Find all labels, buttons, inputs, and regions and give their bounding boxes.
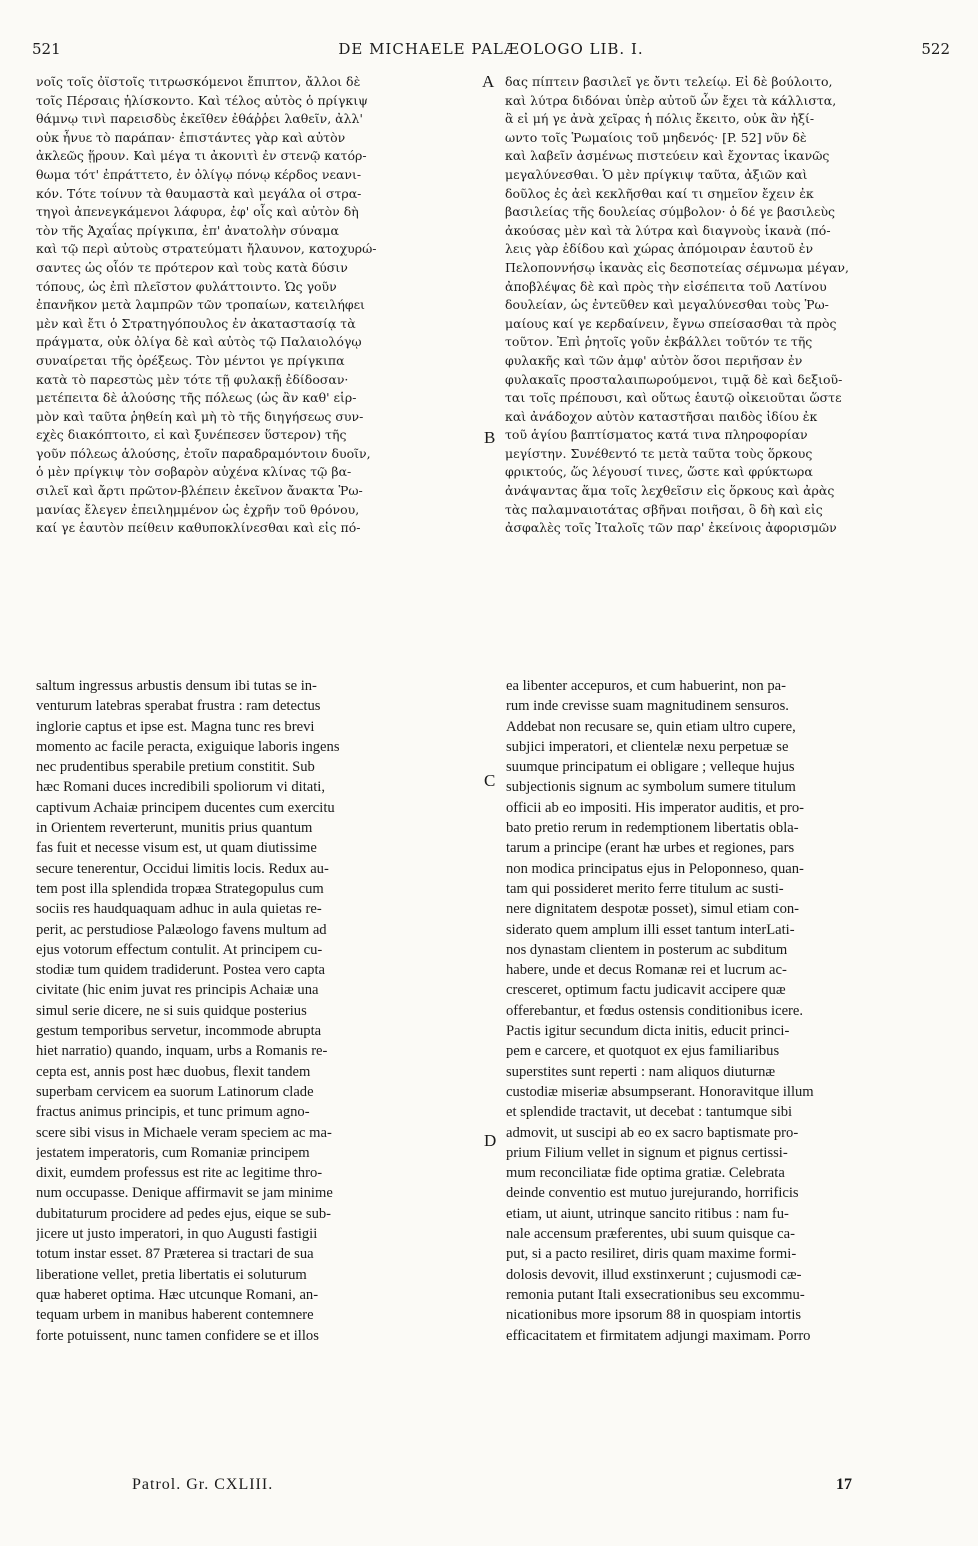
text-line: καὶ λύτρα διδόναι ὑπὲρ αὐτοῦ ὧν ἔχει τὰ κάλλιστα, [505,92,837,108]
text-line: totum instar esset. 87 Præterea si tractari de sua [36,1246,314,1263]
text-line: secure tenerentur, Occidui limitis locis. Redux au- [36,860,329,877]
text-line: stodiæ tum quidem tradiderunt. Postea vero capta [36,962,325,979]
text-line: etiam, ut aiunt, utrinque sancito ritibus : nam fu- [506,1205,789,1222]
text-line: ἀκλεῶς ᾕρουν. Καὶ μέγα τι ἀκονιτὶ ἐν στενῷ κατόρ- [36,148,367,164]
text-line: μετέπειτα δὲ ἁλούσης τῆς πόλεως (ὡς ἂν καθ' εἱρ- [36,390,357,406]
text-line: Addebat non recusare se, quin etiam ultro cupere, [506,718,796,735]
text-line: σιλεῖ καὶ ἄρτι πρῶτον-βλέπειν ἐκεῖνον ἄνακτα Ῥω- [36,483,363,499]
running-title: DE MICHAELE PALÆOLOGO LIB. I. [338,40,644,58]
greek-column-right [505,73,945,538]
text-line: τὸν τῆς Ἀχαΐας πρίγκιπα, ἐπ' ἀνατολὴν σύναμα [36,222,339,238]
text-line: κόν. Τότε τοίνυν τὰ θαυμαστὰ καὶ μεγάλα οἱ στρα- [36,185,362,201]
text-line: τόπους, ὡς ἐπὶ πλεῖστον φυλάττοιντο. Ὡς γοῦν [36,278,337,294]
text-line: οὐκ ἦνυε τὸ παράπαν· ἐπιστάντες γὰρ καὶ αὐτὸν [36,129,346,145]
text-line: ea libenter accepuros, et cum habuerint, non pa- [506,678,786,694]
text-line: tequam urbem in manibus haberent contemnere [36,1307,314,1324]
text-line: cresceret, optimum factu judicavit accipere quæ [506,982,786,999]
footer-signature: 17 [836,1476,852,1493]
text-line: tarum a principe (erant hæ urbes et regiones, pars [506,840,795,857]
text-line: ἐπανῆκον μετὰ λαμπρῶν τῶν τροπαίων, κατειλήφει [36,297,365,313]
text-line: hiet narratio) quando, inquam, urbs a Romanis re- [36,1043,328,1060]
text-line: ejus votorum effectum contulit. At principem cu- [36,941,323,958]
section-marker-b: B [484,428,496,447]
text-line: in Orientem reverterunt, munitis prius quantum [36,820,313,837]
text-line: non modica principatus ejus in Peloponneso, quan- [506,860,804,877]
text-line: νοῖς τοῖς ὀϊστοῖς τιτρωσκόμενοι ἔπιπτον, ἄλλοι δὲ [36,74,361,89]
text-line: scere sibi visus in Michaele veram speciem ac ma- [36,1124,332,1141]
text-line: nale accensum præferentes, ubi suum quisque ca- [506,1226,795,1243]
text-line: gestum temporibus servetur, incommode abrupta [36,1023,322,1040]
text-line: ται τοῖς πρέπουσι, καὶ οὕτως ἑαυτῷ οἰκειοῦται ὥστε [505,390,842,406]
text-line: habere, unde et decus Romanæ rei et lucrum ac- [506,962,787,979]
text-line: tam qui possideret merito ferre titulum ac susti- [506,880,784,897]
text-line: Πελοποννήσῳ ἱκανὰς εἰς δεσποτείας σέμνωμα μέγαν, [505,259,850,275]
text-line: subjectionis signum ac symbolum sumere titulum [506,779,796,796]
text-line: θάμνῳ τινὶ παρεισδὺς ἐκεῖθεν ἐθάῤῥει λαθεῖν, ἀλλ' [36,111,363,127]
text-line: ὁ μὲν πρίγκιψ τὸν σοβαρὸν αὐχένα κλίνας τῷ βα- [36,464,352,480]
text-line: μανίας ἔλεγεν ἐπειλημμένον ὡς ἐχρῆν τοῦ θρόνου, [36,501,360,517]
text-line: τὰς παλαμναιοτάτας σβῆναι ποιῆσαι, ὃ δὴ καὶ εἰς [505,501,823,517]
text-line: momento ac facile peracta, exiguique laboris ingens [36,738,340,755]
text-line: inglorie captus et ipse est. Magna tunc res brevi [36,718,315,735]
text-line: cepta est, annis post hæc duobus, flexit tandem [36,1063,311,1080]
section-marker-d: D [484,1131,497,1150]
text-line: ἀνάψαντας ἅμα τοῖς λεχθεῖσιν εἰς ὅρκους καὶ ἀρὰς [505,483,835,499]
text-line: τοῖς Πέρσαις ἡλίσκοντο. Καὶ τέλος αὐτὸς ὁ πρίγκιψ [36,92,368,108]
text-line: admovit, ut suscipi ab eo ex sacro baptismate pro- [506,1124,799,1141]
text-line: φυλακαῖς προσταλαιπωρούμενοι, τιμᾷ δὲ καὶ δεξιοῦ- [505,371,843,387]
text-line: μαίους καί γε κερδαίνειν, ἔγνω σπείσασθαι τὰ πρὸς [505,315,837,331]
text-line: bato pretio rerum in redemptionem libertatis obla- [506,820,799,837]
text-line: τοῦ ἁγίου βαπτίσματος κατά τινα πληροφορίαν [505,427,808,443]
page-number-left: 521 [32,40,61,58]
text-line: θωμα τότ' ἐπράττετο, ἐν ὀλίγῳ πόνῳ κέρδος νεανι- [36,166,362,182]
greek-column-left [36,73,478,538]
text-line: et splendide tractavit, ut decebat : tantumque sibi [506,1104,793,1121]
section-marker-a: A [482,72,495,91]
text-line: num occupasse. Denique affirmavit se jam minime [36,1185,333,1202]
text-line: sociis res haudquaquam adhuc in aula quietas re- [36,901,322,918]
text-line: λεις γὰρ ἐδίδου καὶ χώρας ἀπόμοιραν ἑαυτοῦ ἐν [505,241,814,257]
text-line: μὲν καὶ ἔτι ὁ Στρατηγόπουλος ἐν ἀκαταστασίᾳ τὰ [36,315,356,331]
text-line: βασιλείας τῆς δουλείας σύμβολον· ὁ δέ γε βασιλεὺς [505,204,836,220]
text-line: quæ haberet optima. Hæc utcunque Romani, an- [36,1286,319,1303]
text-line: γοῦν πόλεως ἁλούσης, ἐτοῖν παραδραμόντοιν δυοῖν, [36,445,371,461]
text-line: suumque principatum ei obligare ; velleque hujus [506,759,795,776]
text-line: μεγίστην. Συνέθεντό τε μετὰ ταῦτα τοὺς ὅρκους [505,445,813,461]
text-line: μὸν καὶ ταῦτα ῥηθείη καὶ μὴ τὸ τῆς διηγήσεως συν- [36,408,364,424]
latin-column-left [36,676,482,1346]
text-line: nere dignitatem despotæ posset), simul etiam con- [506,901,800,918]
text-line: κατὰ τὸ παρεστὼς μὲν τότε τῇ φυλακῇ ἐδίδοσαν· [36,371,349,387]
running-header [32,40,950,66]
text-line: τηγοὶ ἀπενεγκάμενοι λάφυρα, ἐφ' οἷς καὶ αὐτὸν δὴ [36,204,359,220]
text-line: superstites sunt reperti : nam aliquos diuturnæ [506,1063,776,1080]
text-line: συναίρεται τῆς ὀρέξεως. Τὸν μέντοι γε πρίγκιπα [36,352,345,368]
text-line: σαντες ὡς οἷόν τε πρότερον καὶ τοὺς κατὰ δύσιν [36,259,348,275]
text-line: dixit, eumdem professus est rite ac legitime thro- [36,1165,323,1182]
text-line: dolosis devovit, illud exstinxerunt ; cujusmodi cæ- [506,1266,802,1283]
text-line: nos dynastam clientem in posterum ac subditum [506,941,788,958]
page-number-right: 522 [921,40,950,58]
text-line: pem e carcere, et quotquot ex ejus familiaribus [506,1043,780,1060]
text-line: officii ab eo impositi. His imperator auditis, et pro- [506,799,805,816]
footer-source: Patrol. Gr. CXLIII. [132,1476,274,1493]
text-line: φρικτούς, ὥς λέγουσί τινες, ὥστε καὶ φρύκτωρα [505,464,813,480]
text-line: δουλείαν, ὡς ἐντεῦθεν καὶ μεγαλύνεσθαι τοὺς Ῥω- [505,297,829,313]
text-line: hæc Romani duces incredibili spoliorum vi ditati, [36,779,325,796]
text-line: τοῦτον. Ἐπὶ ῥητοῖς γοῦν ἐκβάλλει τοῦτόν τε τῆς [505,334,813,350]
text-line: nec prudentibus sperabile pretium constitit. Sub [36,759,315,776]
text-line: ἀσφαλὲς τοῖς Ἰταλοῖς τῶν παρ' ἐκείνοις ἀφορισμῶν [505,520,837,536]
text-line: fractus animus principis, et tunc primum agno- [36,1104,310,1121]
text-line: jestatem imperatoris, cum Romaniæ principem [36,1144,310,1161]
text-line: rum inde crevisse suam magnitudinem sensuros. [506,698,789,715]
text-line: fas fuit et necesse visum est, ut quam diutissime [36,840,317,857]
text-line: nicationibus more ipsorum 88 in quospiam intortis [506,1307,802,1324]
text-line: καὶ λαβεῖν ἀσμένως πιστεύειν καὶ ἔχοντας ἱκανῶς [505,148,830,164]
text-line: subjici imperatori, et clientelæ nexu perpetuæ se [506,738,789,755]
text-line: perit, ac perstudiose Palæologo favens multum ad [36,921,327,938]
text-line: μεγαλύνεσθαι. Ὁ μὲν πρίγκιψ ταῦτα, ἀξιῶν καὶ [505,166,808,182]
text-line: εχὲς διακόπτοιτο, εἰ καὶ ξυνέπεσεν ὕστερον) τῆς [36,427,347,443]
text-line: δοῦλος ἐς ἀεὶ κεκλῆσθαι καί τι σημεῖον ἔχειν ἐκ [505,185,814,201]
text-line: siderato quem amplum illi esset tantum interLati- [506,921,795,938]
text-line: mum reconciliatæ fide optima gratiæ. Celebrata [506,1165,785,1182]
text-line: ἃ εἰ μή γε ἀνὰ χεῖρας ἡ πόλις ἔκειτο, οὐκ ἂν ἠξί- [505,111,815,127]
text-line: tem post illa splendida tropæa Strategopulus cum [36,880,324,897]
text-line: efficacitatem et firmitatem adjungi maximam. Porro [506,1327,811,1344]
text-line: φυλακῆς καὶ τῶν ἀμφ' αὐτὸν ὅσοι περιῆσαν ἐν [505,352,803,368]
text-line: Pactis igitur secundum dicta initis, educit princi- [506,1023,790,1040]
text-line: ἀποβλέψας δὲ καὶ πρὸς τὴν εἰσέπειτα τοῦ Λατίνου [505,278,827,294]
text-line: ωντο τοῖς Ῥωμαίοις τοῦ μηδενός· [P. 52] νῦν δὲ [505,129,807,145]
text-line: καὶ ἀνάδοχον αὐτὸν καταστῆσαι παιδὸς ἰδίου ἐκ [505,408,818,424]
text-line: καί γε ἑαυτὸν πείθειν καθυποκλίνεσθαι καὶ εἰς πό- [36,520,361,536]
text-line: deinde conventio est mutuo jurejurando, horrificis [506,1185,799,1202]
section-marker-c: C [484,771,496,790]
text-line: offerebantur, et fœdus ostensis conditionibus icere. [506,1002,804,1019]
text-line: civitate (hic enim juvat res principis Achaiæ una [36,982,319,999]
text-line: custodiæ miseriæ absumpserant. Honoravitque illum [506,1083,814,1100]
text-line: put, si a pacto resiliret, diris quam maxime formi- [506,1246,797,1263]
text-line: remonia putant Itali exsecrationibus seu excommu- [506,1286,805,1303]
latin-column-right [506,676,948,1346]
text-line: captivum Achaiæ principem ducentes cum exercitu [36,799,335,816]
text-line: πράγματα, οὐκ ὀλίγα δὲ καὶ αὐτὸς τῷ Παλαιολόγῳ [36,334,362,350]
text-line: δας πίπτειν βασιλεῖ γε ὄντι τελείῳ. Εἰ δὲ βούλοιτο, [505,74,833,89]
text-line: καὶ τῷ περὶ αὐτοὺς στρατεύματι ἤλαυνον, κατοχυρώ- [36,241,377,257]
text-line: superbam cervicem ea suorum Latinorum clade [36,1083,314,1100]
text-line: jicere ut justo imperatori, in quo Augusti fastigii [36,1226,318,1243]
text-line: prium Filium vellet in signum et pignus certissi- [506,1144,788,1161]
text-line: liberatione vellet, pretia libertatis ei soluturum [36,1266,307,1283]
text-line: saltum ingressus arbustis densum ibi tutas se in- [36,678,317,694]
text-line: dubitaturum procidere ad pedes ejus, eique se sub- [36,1205,332,1222]
text-line: venturum latebras sperabat frustra : ram detectus [36,698,321,715]
text-line: forte potuissent, nunc tamen confidere se et illos [36,1327,319,1344]
text-line: ἀκούσας μὲν καὶ τὰ λύτρα καὶ διαγνοὺς ἱκανὰ (πό- [505,222,831,238]
text-line: simul serie dicere, ne si suis quidque posterius [36,1002,307,1019]
